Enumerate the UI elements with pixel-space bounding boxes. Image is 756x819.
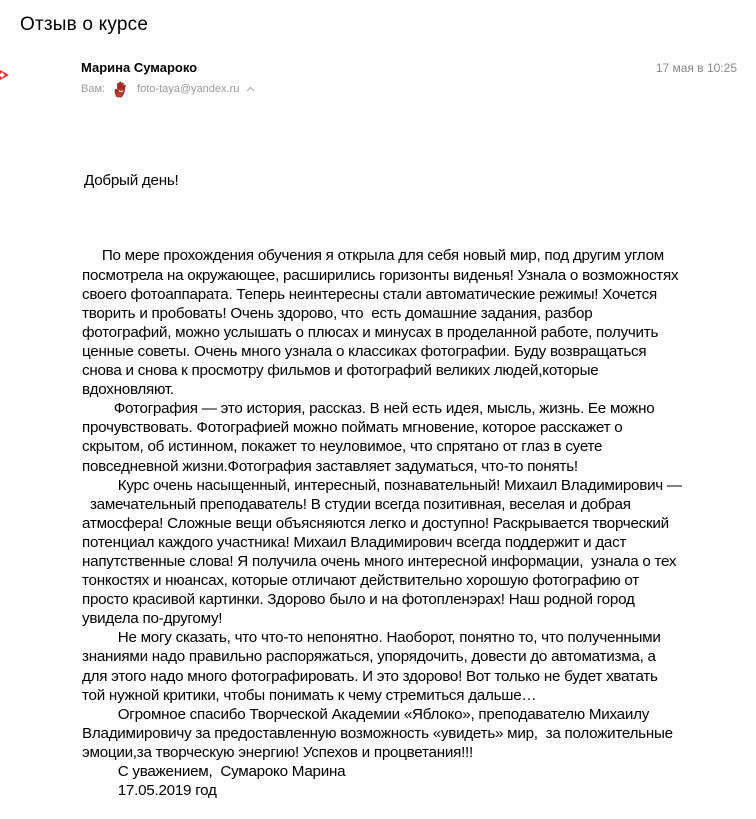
sender-name[interactable]: Марина Сумароко [81, 60, 198, 75]
letter-line: напутственные слова! Я получила очень много интересной информации, узнала о тех [82, 552, 677, 570]
message-date: 17 мая в 10:25 [655, 61, 737, 75]
recipient-email[interactable]: foto-taya@yandex.ru [137, 83, 240, 95]
letter-line: знаниями надо правильно распоряжаться, упорядочить, довести до автоматизма, а [82, 648, 656, 666]
chevron-up-icon[interactable] [246, 85, 255, 94]
letter-line: Владимировичу за предоставленную возможность «увидеть» мир, за положительные [82, 724, 673, 742]
letter-line: эмоции,за творческую энергию! Успехов и процветания!!! [82, 743, 473, 761]
letter-greeting: Добрый день! [84, 172, 179, 190]
letter-line: прочувствовать. Фотографией можно поймать мгновение, которое расскажет о [82, 419, 623, 437]
letter-line: для этого надо много фотографировать. И это здорово! Вот только не будет хватать [82, 667, 658, 685]
letter-line: атмосфера! Сложные вещи объясняются легко и доступно! Раскрывается творческий [82, 514, 669, 532]
hand-logo-icon [113, 80, 129, 98]
letter-line: фотографий, можно услышать о плюсах и минусах в проделанной работе, получить [82, 323, 659, 341]
letter-line: увидела по-другому! [82, 610, 223, 628]
letter-line: замечательный преподаватель! В студии всегда позитивная, веселая и добрая [82, 495, 631, 513]
letter-body [82, 133, 742, 819]
letter-line: ценные советы. Очень много узнала о классиках фотографии. Буду возвращаться [82, 342, 647, 360]
letter-line: повседневной жизни.Фотография заставляет задуматься, что-то понять! [82, 457, 578, 475]
letter-line: С уважением, Сумароко Марина [82, 763, 346, 780]
letter-line: просто красивой картинки. Здорово было и на фотопленэрах! Наш родной город [82, 591, 635, 609]
letter-line: Огромное спасибо Творческой Академии «Яблоко», преподавателю Михаилу [82, 705, 650, 723]
letter-line: творить и пробовать! Очень здорово, что есть домашние задания, разбор [82, 304, 593, 322]
letter-line: тонкостях и нюансах, которые отличают действительно хорошую фотографию от [82, 572, 639, 590]
letter-line: скрытом, об истинном, покажет то неуловимое, что спрятано от глаз в суете [82, 438, 603, 456]
letter-line: 17.05.2019 год [82, 782, 217, 800]
letter-line: Курс очень насыщенный, интересный, познавательный! Михаил Владимирович — [82, 476, 682, 494]
letter-line: Фотография — это история, рассказ. В ней есть идея, мысль, жизнь. Ее можно [82, 400, 655, 418]
letter-lines [82, 246, 742, 800]
recipient-label: Вам: [81, 83, 106, 95]
letter-line: Не могу сказать, что что-то непонятно. Наоборот, понятно то, что полученными [82, 629, 661, 647]
letter-line: своего фотоаппарата. Теперь неинтересны стали автоматические режимы! Хочется [82, 285, 657, 303]
letter-line: По мере прохождения обучения я открыла для себя новый мир, под другим углом [82, 247, 664, 265]
page-title: Отзыв о курсе [20, 14, 149, 35]
letter-line: посмотрела на окружающее, расширились горизонты виденья! Узнала о возможностях [82, 266, 679, 284]
letter-line: потенциал каждого участника! Михаил Владимирович всегда поддержит и даст [82, 533, 627, 551]
letter-line: снова и снова к просмотру фильмов и фотографий великих людей,которые [82, 362, 599, 380]
recipient-row [81, 80, 255, 98]
flag-marker-icon[interactable] [0, 70, 9, 80]
letter-line: вдохновляют. [82, 381, 174, 399]
letter-line: той нужной критики, чтобы понимать к чему стремиться дальше… [82, 686, 537, 704]
